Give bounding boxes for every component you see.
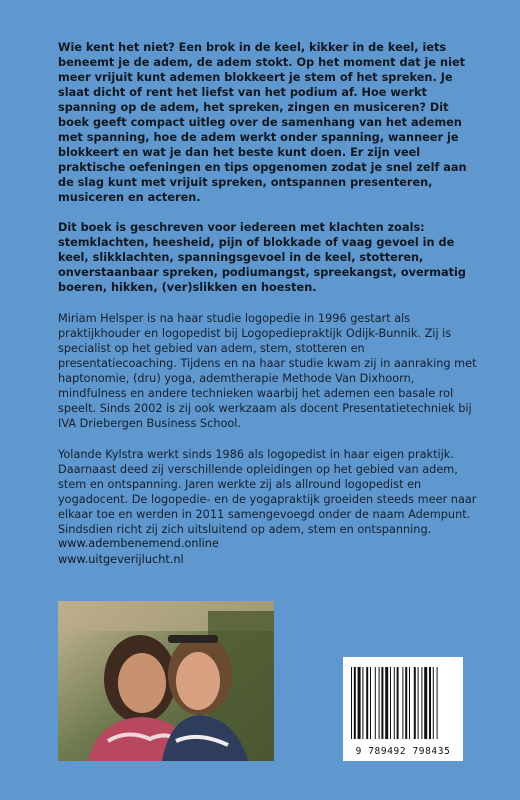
intro-paragraph: Wie kent het niet? Een brok in de keel, kikker in de keel, iets beneemt je de adem, de adem stokt. Op het moment dat je niet meer vrijuit kunt ademen blokkeert je stem of het spreken. Je slaat dicht of rent het liefst van het podium af. Hoe werkt spanning op de adem, het spreken, zingen en musiceren? Dit boek geeft compact uitleg over de samenhang van het ademen met spanning, hoe de adem werkt onder spanning, wanneer je blokkeert en wat je dan het beste kunt doen. Er zijn veel praktische oefeningen en tips opgenomen zodat je snel zelf aan de slag kunt met vrijuit spreken, ontspannen presenteren, musiceren en acteren. [58, 41, 467, 204]
back-cover-text [58, 40, 478, 537]
audience-paragraph: Dit boek is geschreven voor iedereen met klachten zoals: stemklachten, heesheid, pijn of blokkade of vaag gevoel in de keel, slikklachten, spanningsgevoel in de keel, stotteren, onverstaanbaar spreken, podiumangst, spreekangst, overmatig boeren, hikken, (ver)slikken en hoesten. [58, 221, 466, 294]
website-link-uitgeverijlucht[interactable]: www.uitgeverijlucht.nl [58, 553, 184, 566]
website-links [58, 536, 219, 568]
author-bio-miriam: Miriam Helsper is na haar studie logopedie in 1996 gestart als praktijkhouder en logopedist bij Logopediepraktijk Odijk-Bunnik. Zij is specialist op het gebied van adem, stem, stotteren en presentatiecoaching. Tijdens en na haar studie kwam zij in aanraking met haptonomie, (dru) yoga, ademtherapie Methode Van Dixhoorn, mindfulness en andere technieken waarbij het ademen een basale rol speelt. Sinds 2002 is zij ook werkzaam als docent Presentatietechniek bij IVA Driebergen Business School. [58, 312, 477, 430]
isbn-barcode [343, 657, 463, 761]
isbn-number: 9 789492 798435 [355, 746, 451, 757]
website-link-adembenemend[interactable]: www.adembenemend.online [58, 537, 219, 550]
author-photo [58, 601, 274, 761]
author-bio-yolande: Yolande Kylstra werkt sinds 1986 als logopedist in haar eigen praktijk. Daarnaast deed zij verschillende opleidingen op het gebied van adem, stem en ontspanning. Jaren werkte zij als allround logopedist en yogadocent. De logopedie- en de yogapraktijk groeiden steeds meer naar elkaar toe en werden in 2011 samengevoegd onder de naam Adempunt. Sindsdien richt zij zich uitsluitend op adem, stem en ontspanning. [58, 448, 477, 536]
